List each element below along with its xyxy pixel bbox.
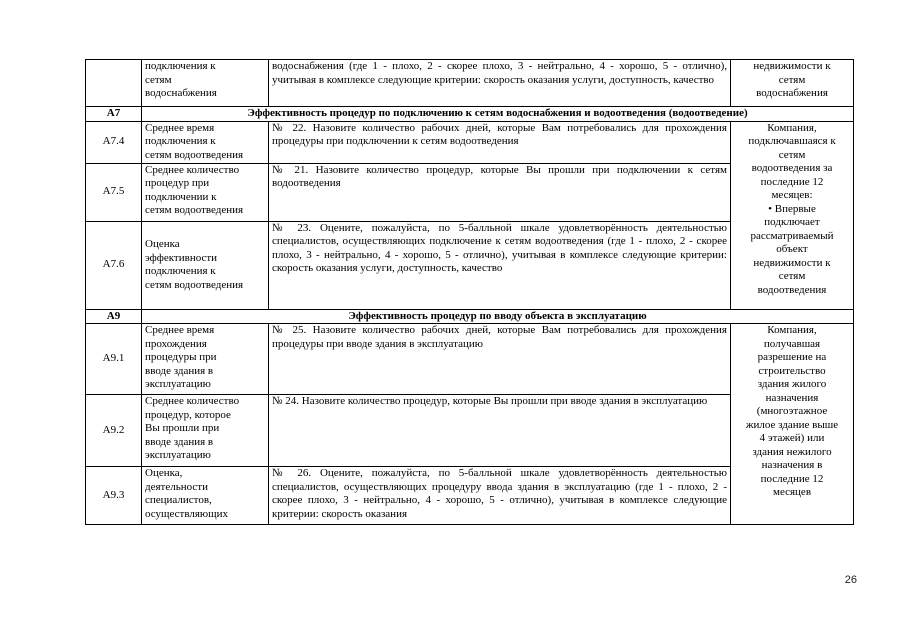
section-row-a9 [86, 309, 854, 324]
indicator-name: Среднее время подключения к сетям водоотведения [142, 121, 269, 163]
indicator-code: А9.2 [86, 395, 142, 467]
indicators-table [85, 59, 854, 525]
indicator-name: Оценка, деятельности специалистов, осуществляющих [142, 467, 269, 525]
table-row-continued [86, 60, 854, 107]
table-row [86, 324, 854, 395]
section-code: А7 [86, 107, 142, 122]
page-number: 26 [844, 574, 857, 586]
table-row [86, 121, 854, 163]
indicator-code: А9.1 [86, 324, 142, 395]
section-row-a7 [86, 107, 854, 122]
indicator-name: подключения к сетям водоснабжения [142, 60, 269, 107]
section-code: А9 [86, 309, 142, 324]
section-title: Эффективность процедур по вводу объекта в эксплуатацию [142, 309, 854, 324]
indicator-name: Среднее количество процедур при подключении к сетям водоотведения [142, 163, 269, 221]
survey-question: № 26. Оцените, пожалуйста, по 5-балльной шкале удовлетворённость деятельностью специалистов, осуществляющих процедуру ввода здания в эксплуатацию (где 1 - плохо, 2 - скорее плохо, 3 - нейтрально, 4 - хорошо, 5 - отлично), учитывая в комплексе следующие критерии: скорость оказания [269, 467, 731, 525]
survey-question: № 22. Назовите количество рабочих дней, которые Вам потребовались для прохождения процедуры при подключении к сетям водоотведения [269, 121, 731, 163]
survey-question: водоснабжения (где 1 - плохо, 2 - скорее плохо, 3 - нейтрально, 4 - хорошо, 5 - отлично), учитывая в комплексе следующие критерии: скорость оказания услуги, доступность, качество [269, 60, 731, 107]
cell-code-empty [86, 60, 142, 107]
indicator-name: Среднее количество процедур, которое Вы прошли при вводе здания в эксплуатацию [142, 395, 269, 467]
survey-question: № 23. Оцените, пожалуйста, по 5-балльной шкале удовлетворённость деятельностью специалистов, осуществляющих подключение к сетям водоотведения (где 1 - плохо, 2 - скорее плохо, 3 - нейтрально, 4 - хорошо, 5 - отлично), учитывая в комплексе следующие критерии: скорость оказания услуги, доступность, качество [269, 221, 731, 309]
section-title: Эффективность процедур по подключению к сетям водоснабжения и водоотведения (водоотведение) [142, 107, 854, 122]
respondent-description: Компания, получавшая разрешение на строительство здания жилого назначения (многоэтажное жилое здание выше 4 этажей) или здания нежилого назначения в последние 12 месяцев [731, 324, 854, 525]
survey-question: № 24. Назовите количество процедур, которые Вы прошли при вводе здания в эксплуатацию [269, 395, 731, 467]
survey-question: № 25. Назовите количество рабочих дней, которые Вам потребовались для прохождения процедуры при вводе здания в эксплуатацию [269, 324, 731, 395]
survey-question: № 21. Назовите количество процедур, которые Вы прошли при подключении к сетям водоотведения [269, 163, 731, 221]
respondent-description: Компания, подключавшаяся к сетям водоотведения за последние 12 месяцев: • Впервые подключает рассматриваемый объект недвижимости к сетям водоотведения [731, 121, 854, 309]
indicator-code: А7.5 [86, 163, 142, 221]
indicator-code: А7.4 [86, 121, 142, 163]
indicator-code: А9.3 [86, 467, 142, 525]
indicator-name: Среднее время прохождения процедуры при вводе здания в эксплуатацию [142, 324, 269, 395]
indicator-name: Оценка эффективности подключения к сетям водоотведения [142, 221, 269, 309]
respondent-description: недвижимости к сетям водоснабжения [731, 60, 854, 107]
indicator-code: А7.6 [86, 221, 142, 309]
